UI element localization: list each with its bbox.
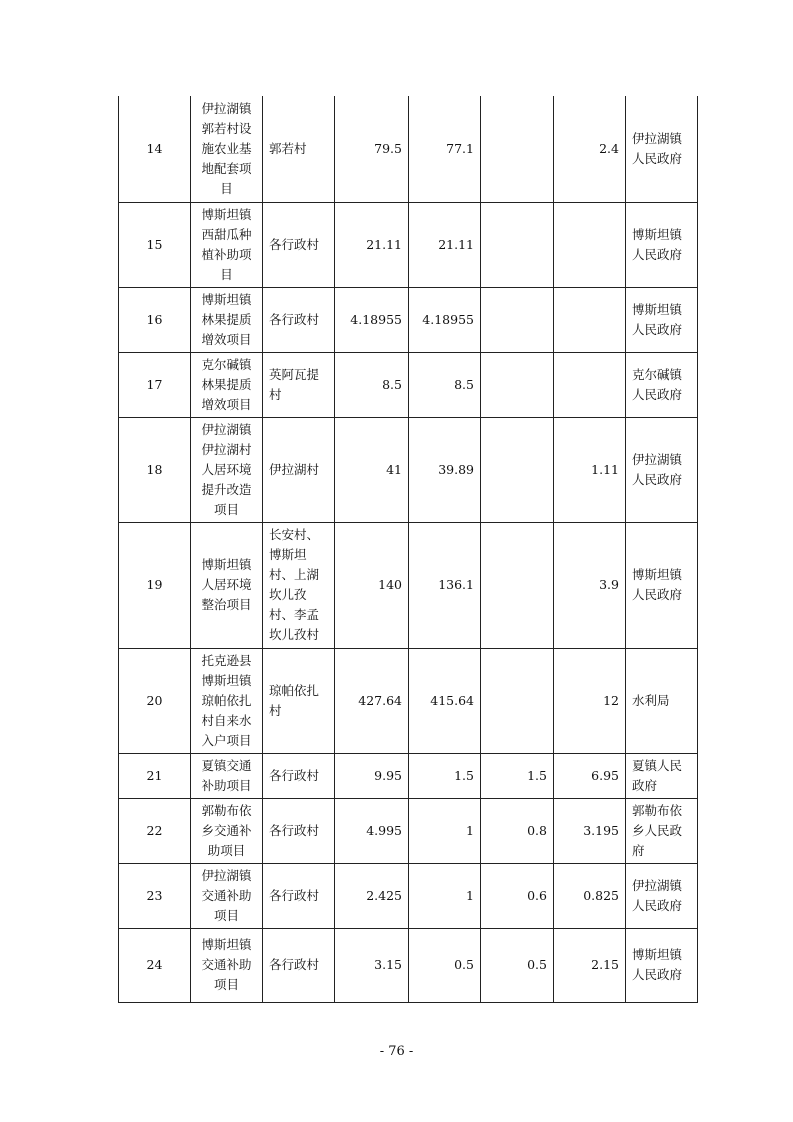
cell-location <box>263 798 335 863</box>
cell-number <box>119 352 191 417</box>
table-row <box>119 753 698 798</box>
table-row <box>119 522 698 648</box>
cell-location <box>263 287 335 352</box>
cell-total-fund <box>335 202 409 287</box>
cell-number <box>119 287 191 352</box>
cell-number-text: 19 <box>146 577 163 592</box>
cell-fund-c <box>554 753 626 798</box>
cell-location-text: 各行政村 <box>269 767 320 783</box>
cell-location <box>263 753 335 798</box>
cell-responsible-unit-text: 博斯坦镇人民政府 <box>632 226 683 262</box>
cell-number <box>119 863 191 928</box>
cell-number-text: 16 <box>146 311 163 327</box>
cell-fund-c <box>554 648 626 753</box>
cell-total-fund-text: 4.995 <box>366 822 402 838</box>
table-row <box>119 863 698 928</box>
cell-number <box>119 928 191 1002</box>
cell-responsible-unit <box>626 928 698 1002</box>
table-body <box>119 96 698 1002</box>
cell-total-fund-text: 4.18955 <box>350 311 402 327</box>
cell-total-fund-text: 8.5 <box>382 376 402 392</box>
cell-fund-b <box>481 863 554 928</box>
table-row <box>119 928 698 1002</box>
cell-responsible-unit <box>626 648 698 753</box>
cell-responsible-unit <box>626 417 698 522</box>
cell-location <box>263 928 335 1002</box>
cell-project-name <box>191 753 263 798</box>
cell-fund-c-text: 1.11 <box>591 461 619 477</box>
cell-responsible-unit <box>626 863 698 928</box>
cell-project-name <box>191 798 263 863</box>
cell-project-name-text: 伊拉湖镇伊拉湖村人居环境提升改造项目 <box>201 421 252 517</box>
cell-responsible-unit <box>626 96 698 202</box>
cell-responsible-unit <box>626 287 698 352</box>
cell-fund-c-text: 12 <box>603 692 619 708</box>
cell-location-text: 各行政村 <box>269 957 320 972</box>
cell-location <box>263 352 335 417</box>
cell-project-name-text: 托克逊县博斯坦镇琼帕依扎村自来水入户项目 <box>201 652 252 748</box>
cell-location <box>263 863 335 928</box>
cell-fund-c <box>554 798 626 863</box>
cell-number-text: 20 <box>146 692 163 708</box>
cell-fund-c-text: 6.95 <box>591 767 619 783</box>
cell-project-name-text: 博斯坦镇人居环境整治项目 <box>201 557 252 612</box>
cell-number-text: 23 <box>146 887 163 903</box>
cell-fund-c-text: 2.15 <box>591 957 619 972</box>
cell-number <box>119 202 191 287</box>
cell-project-name <box>191 287 263 352</box>
cell-number-text: 15 <box>146 236 163 252</box>
table-row <box>119 648 698 753</box>
cell-project-name <box>191 648 263 753</box>
cell-total-fund-text: 21.11 <box>366 236 402 252</box>
cell-fund-c <box>554 863 626 928</box>
cell-total-fund <box>335 753 409 798</box>
cell-number-text: 14 <box>146 140 163 156</box>
cell-location <box>263 648 335 753</box>
cell-fund-b <box>481 522 554 648</box>
cell-total-fund <box>335 417 409 522</box>
cell-fund-b <box>481 96 554 202</box>
cell-fund-b-text: 1.5 <box>527 767 547 783</box>
cell-total-fund-text: 9.95 <box>374 767 402 783</box>
cell-number <box>119 798 191 863</box>
cell-total-fund <box>335 928 409 1002</box>
cell-project-name <box>191 928 263 1002</box>
table-row <box>119 417 698 522</box>
cell-fund-a <box>409 287 481 352</box>
cell-location <box>263 96 335 202</box>
cell-total-fund <box>335 798 409 863</box>
cell-total-fund <box>335 96 409 202</box>
cell-fund-a <box>409 798 481 863</box>
cell-fund-b <box>481 417 554 522</box>
table-row <box>119 352 698 417</box>
cell-fund-c-text: 3.9 <box>599 577 619 592</box>
cell-project-name <box>191 96 263 202</box>
cell-location-text: 郭若村 <box>269 140 307 156</box>
cell-total-fund-text: 140 <box>378 577 402 592</box>
cell-fund-a <box>409 928 481 1002</box>
cell-number <box>119 96 191 202</box>
cell-number-text: 21 <box>146 767 163 783</box>
cell-project-name-text: 郭勒布依乡交通补助项目 <box>201 802 252 858</box>
cell-fund-c <box>554 928 626 1002</box>
table-row <box>119 798 698 863</box>
cell-responsible-unit-text: 伊拉湖镇人民政府 <box>632 130 683 166</box>
cell-fund-c <box>554 287 626 352</box>
cell-fund-a <box>409 648 481 753</box>
cell-project-name <box>191 202 263 287</box>
cell-fund-b-text: 0.6 <box>527 887 547 903</box>
cell-location-text: 各行政村 <box>269 236 320 252</box>
cell-project-name-text: 夏镇交通补助项目 <box>201 757 252 793</box>
cell-fund-c-text: 0.825 <box>583 887 619 903</box>
cell-number-text: 22 <box>146 822 163 838</box>
cell-fund-c <box>554 96 626 202</box>
cell-number <box>119 417 191 522</box>
cell-total-fund <box>335 352 409 417</box>
cell-location-text: 各行政村 <box>269 887 320 903</box>
cell-responsible-unit <box>626 753 698 798</box>
cell-fund-a-text: 39.89 <box>438 461 474 477</box>
cell-number <box>119 522 191 648</box>
cell-fund-a-text: 1 <box>466 822 474 838</box>
cell-project-name-text: 伊拉湖镇郭若村设施农业基地配套项目 <box>201 100 252 196</box>
cell-responsible-unit-text: 博斯坦镇人民政府 <box>632 947 683 982</box>
cell-fund-b <box>481 928 554 1002</box>
cell-fund-a <box>409 96 481 202</box>
cell-fund-a-text: 8.5 <box>454 376 474 392</box>
cell-fund-b <box>481 753 554 798</box>
project-table <box>118 96 698 1003</box>
cell-fund-c <box>554 522 626 648</box>
cell-fund-c-text: 2.4 <box>599 140 619 156</box>
cell-fund-a-text: 0.5 <box>454 957 474 972</box>
cell-project-name <box>191 417 263 522</box>
cell-responsible-unit <box>626 202 698 287</box>
cell-fund-b-text: 0.5 <box>527 957 547 972</box>
cell-responsible-unit <box>626 798 698 863</box>
cell-number <box>119 753 191 798</box>
cell-location <box>263 417 335 522</box>
cell-number-text: 17 <box>146 376 163 392</box>
cell-fund-b <box>481 352 554 417</box>
cell-responsible-unit-text: 夏镇人民政府 <box>632 757 683 793</box>
cell-fund-c-text: 3.195 <box>583 822 619 838</box>
cell-project-name-text: 博斯坦镇林果提质增效项目 <box>201 291 252 347</box>
cell-responsible-unit-text: 博斯坦镇人民政府 <box>632 567 683 602</box>
cell-total-fund <box>335 863 409 928</box>
cell-project-name <box>191 522 263 648</box>
cell-location-text: 长安村、博斯坦村、上湖坎儿孜村、李孟坎儿孜村 <box>269 527 320 642</box>
cell-location-text: 英阿瓦提村 <box>269 366 320 402</box>
page-number: - 76 - <box>379 1044 414 1059</box>
cell-fund-a-text: 1 <box>466 887 474 903</box>
cell-responsible-unit-text: 克尔碱镇人民政府 <box>632 366 683 402</box>
table-row <box>119 202 698 287</box>
cell-fund-a <box>409 753 481 798</box>
table-row <box>119 96 698 202</box>
cell-fund-a <box>409 863 481 928</box>
cell-total-fund-text: 41 <box>386 461 402 477</box>
cell-fund-b-text: 0.8 <box>527 822 547 838</box>
cell-fund-a-text: 4.18955 <box>422 311 474 327</box>
cell-fund-a-text: 1.5 <box>454 767 474 783</box>
cell-location <box>263 202 335 287</box>
cell-total-fund-text: 427.64 <box>358 692 402 708</box>
cell-fund-b <box>481 287 554 352</box>
table-row <box>119 287 698 352</box>
cell-fund-b <box>481 648 554 753</box>
cell-location-text: 琼帕依扎村 <box>269 682 320 718</box>
cell-number-text: 18 <box>146 461 163 477</box>
cell-project-name-text: 伊拉湖镇交通补助项目 <box>201 867 252 923</box>
cell-fund-c <box>554 417 626 522</box>
cell-location <box>263 522 335 648</box>
cell-project-name-text: 博斯坦镇交通补助项目 <box>201 937 252 992</box>
cell-location-text: 伊拉湖村 <box>269 461 320 477</box>
cell-responsible-unit-text: 伊拉湖镇人民政府 <box>632 877 683 913</box>
cell-total-fund-text: 2.425 <box>366 887 402 903</box>
cell-fund-b <box>481 202 554 287</box>
cell-fund-a <box>409 352 481 417</box>
cell-project-name-text: 博斯坦镇西甜瓜种植补助项目 <box>201 206 252 282</box>
cell-total-fund-text: 79.5 <box>374 140 402 156</box>
cell-location-text: 各行政村 <box>269 822 320 838</box>
cell-fund-a-text: 77.1 <box>446 140 474 156</box>
cell-fund-a-text: 415.64 <box>430 692 474 708</box>
cell-total-fund <box>335 287 409 352</box>
cell-responsible-unit-text: 伊拉湖镇人民政府 <box>632 451 683 487</box>
cell-number <box>119 648 191 753</box>
cell-fund-b <box>481 798 554 863</box>
cell-fund-a-text: 136.1 <box>438 577 474 592</box>
cell-fund-c <box>554 202 626 287</box>
cell-total-fund-text: 3.15 <box>374 957 402 972</box>
cell-total-fund <box>335 648 409 753</box>
cell-responsible-unit-text: 郭勒布依乡人民政府 <box>632 802 683 858</box>
cell-responsible-unit-text: 水利局 <box>632 692 670 708</box>
cell-project-name-text: 克尔碱镇林果提质增效项目 <box>201 356 252 412</box>
cell-total-fund <box>335 522 409 648</box>
cell-responsible-unit <box>626 352 698 417</box>
cell-fund-a-text: 21.11 <box>438 236 474 252</box>
cell-number-text: 24 <box>146 957 163 972</box>
cell-location-text: 各行政村 <box>269 311 320 327</box>
cell-fund-a <box>409 202 481 287</box>
cell-fund-a <box>409 417 481 522</box>
cell-responsible-unit-text: 博斯坦镇人民政府 <box>632 301 683 337</box>
cell-responsible-unit <box>626 522 698 648</box>
cell-fund-a <box>409 522 481 648</box>
cell-project-name <box>191 863 263 928</box>
cell-project-name <box>191 352 263 417</box>
cell-fund-c <box>554 352 626 417</box>
